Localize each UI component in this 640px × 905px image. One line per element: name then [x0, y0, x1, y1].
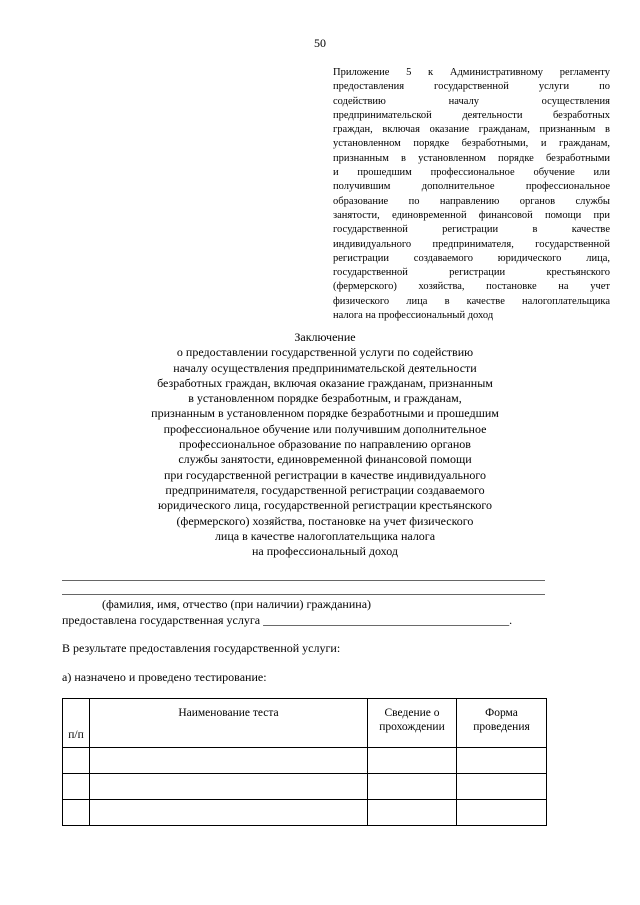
table-cell[interactable]: [457, 774, 547, 800]
title-line: на профессиональный доход: [252, 544, 398, 559]
table-row: [63, 800, 547, 826]
appendix-line: государственной регистрации в качестве: [333, 224, 610, 236]
col-header-number: п/п: [63, 699, 90, 748]
appendix-line: (фермерского) хозяйства, постановке на учет: [333, 281, 610, 293]
appendix-line: Приложение 5 к Административному регламенту: [333, 67, 610, 78]
title-line: в установленном порядке безработным, и гражданам,: [188, 391, 462, 406]
appendix-line: установленном порядке безработными, и гражданам,: [333, 138, 610, 150]
service-line: предоставлена государственная услуга _________________________________________.: [62, 613, 513, 627]
tests-table: [62, 698, 547, 826]
table-cell[interactable]: [63, 774, 90, 800]
table-cell[interactable]: [368, 748, 457, 774]
table-cell[interactable]: [90, 800, 368, 826]
table-row: [63, 748, 547, 774]
col-header-completion: Сведение о прохождении: [368, 699, 457, 748]
table-cell[interactable]: [90, 774, 368, 800]
table-row: [63, 774, 547, 800]
title-line: службы занятости, единовременной финансовой помощи: [178, 452, 472, 467]
table-cell[interactable]: [63, 800, 90, 826]
title-line: профессиональное образование по направлению органов: [179, 437, 471, 452]
title-line: юридического лица, государственной регистрации крестьянского: [157, 498, 492, 513]
title-line: (фермерского) хозяйства, постановке на учет физического: [176, 513, 474, 528]
appendix-line: государственной регистрации крестьянского: [333, 267, 610, 279]
title-line: при государственной регистрации в качестве индивидуального: [163, 467, 486, 482]
appendix-line: граждан, включая оказание гражданам, признанным в: [333, 124, 610, 136]
title-line: началу осуществления предпринимательской деятельности: [173, 360, 477, 375]
table-cell[interactable]: [368, 800, 457, 826]
page-number: 50: [314, 36, 326, 50]
name-fill-line-1: [62, 580, 545, 581]
name-caption: (фамилия, имя, отчество (при наличии) гражданина): [102, 597, 372, 611]
appendix-line: занятости, единовременной финансовой помощи при: [333, 209, 610, 221]
appendix-line: получившим дополнительное профессиональное: [333, 181, 610, 193]
title-line: о предоставлении государственной услуги по содействию: [176, 345, 474, 360]
title-line: Заключение: [294, 330, 356, 344]
table-cell[interactable]: [457, 800, 547, 826]
appendix-line: предпринимательской деятельности безработных: [333, 109, 610, 121]
title-line: признанным в установленном порядке безработными и прошедшим: [151, 406, 499, 421]
appendix-line: регистрации создаваемого юридического лица,: [333, 252, 610, 264]
col-header-form: Форма проведения: [457, 699, 547, 748]
appendix-line: и прошедшим профессиональное обучение или: [333, 167, 610, 179]
appendix-line: физического лица в качестве налогоплательщика: [333, 295, 610, 307]
appendix-line: содействию началу осуществления: [333, 95, 610, 107]
title-line: профессиональное обучение или получившим дополнительное: [163, 421, 487, 436]
title-line: лица в качестве налогоплательщика налога: [214, 528, 436, 543]
appendix-line: налога на профессиональный доход: [333, 310, 494, 322]
table-header-row: [63, 699, 547, 748]
appendix-line: индивидуального предпринимателя, государственной: [333, 238, 610, 250]
document-title: [90, 330, 560, 559]
table-cell[interactable]: [368, 774, 457, 800]
table-cell[interactable]: [63, 748, 90, 774]
title-line: безработных граждан, включая оказание гражданам, признанным: [157, 375, 493, 390]
appendix-line: образование по направлению органов службы: [333, 195, 610, 207]
appendix-header: [333, 66, 610, 323]
col-header-test-name: Наименование теста: [90, 699, 368, 748]
appendix-line: признанным в установленном порядке безработными: [333, 152, 610, 164]
appendix-line: предоставления государственной услуги по: [333, 81, 610, 93]
title-line: предпринимателя, государственной регистрации создаваемого: [165, 482, 485, 497]
item-a-label: а) назначено и проведено тестирование:: [62, 670, 267, 684]
table-cell[interactable]: [90, 748, 368, 774]
table-cell[interactable]: [457, 748, 547, 774]
name-fill-line-2: [62, 594, 545, 595]
result-heading: В результате предоставления государственной услуги:: [62, 641, 341, 655]
